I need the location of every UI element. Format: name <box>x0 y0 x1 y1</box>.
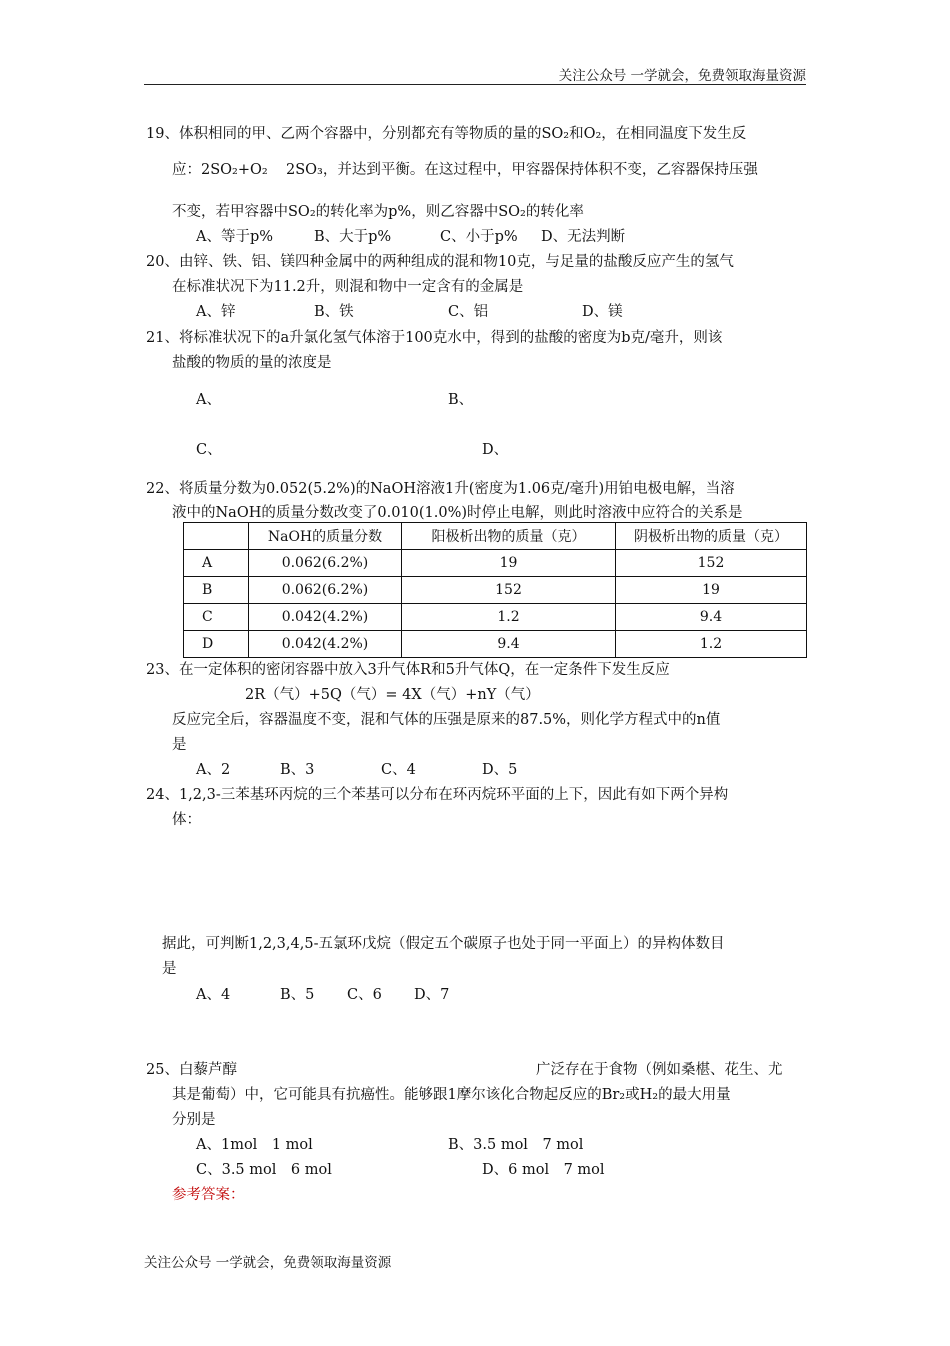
table-row <box>184 604 807 631</box>
page-header: 关注公众号 一学就会，免费领取海量资源 <box>558 68 806 84</box>
q20-line1: 20、由锌、铁、铝、镁四种金属中的两种组成的混和物10克，与足量的盐酸反应产生的氢气 <box>146 254 734 270</box>
q24-line1: 24、1,2,3-三苯基环丙烷的三个苯基可以分布在环丙烷环平面的上下，因此有如下两个异构 <box>146 787 729 803</box>
q19-line2a: 应：2SO₂+O₂ <box>172 162 268 178</box>
q25-option-b: B、3.5 mol 7 mol <box>448 1137 584 1153</box>
q19-line1: 19、体积相同的甲、乙两个容器中，分别都充有等物质的量的SO₂和O₂，在相同温度下发生反 <box>146 126 747 142</box>
q24-line2: 体： <box>172 812 201 828</box>
answers-label: 参考答案： <box>172 1187 245 1203</box>
page-footer: 关注公众号 一学就会，免费领取海量资源 <box>144 1255 392 1271</box>
table-cell: 152 <box>402 577 616 604</box>
table-cell: C <box>184 604 249 631</box>
q24-option-c: C、6 <box>347 987 382 1003</box>
table-cell: 19 <box>402 550 616 577</box>
table-cell: 0.062(6.2%) <box>249 577 402 604</box>
q20-option-b: B、铁 <box>314 304 354 320</box>
q24-option-a: A、4 <box>196 987 231 1003</box>
q21-option-d: D、 <box>482 442 509 458</box>
q20-option-c: C、铝 <box>448 304 489 320</box>
q23-equation: 2R（气）+5Q（气）= 4X（气）+nY（气） <box>245 687 540 703</box>
table-header-cell: 阳极析出物的质量（克） <box>402 523 616 550</box>
q23-option-d: D、5 <box>482 762 518 778</box>
q22-options-table <box>183 522 807 658</box>
q25-option-c: C、3.5 mol 6 mol <box>196 1162 332 1178</box>
table-cell: 0.042(4.2%) <box>249 631 402 658</box>
q24-option-b: B、5 <box>280 987 315 1003</box>
table-row <box>184 631 807 658</box>
q22-line1: 22、将质量分数为0.052(5.2%)的NaOH溶液1升(密度为1.06克/毫升)用铂电极电解，当溶 <box>146 481 735 497</box>
q20-line2: 在标准状况下为11.2升，则混和物中一定含有的金属是 <box>172 279 524 295</box>
table-cell: B <box>184 577 249 604</box>
q22-line2: 液中的NaOH的质量分数改变了0.010(1.0%)时停止电解，则此时溶液中应符合的关系是 <box>172 505 743 521</box>
q25-line3: 分别是 <box>172 1112 216 1128</box>
q19-option-c: C、小于p% <box>440 229 518 245</box>
q20-option-d: D、镁 <box>582 304 623 320</box>
q19-option-b: B、大于p% <box>314 229 392 245</box>
table-cell: D <box>184 631 249 658</box>
q23-line2: 反应完全后，容器温度不变，混和气体的压强是原来的87.5%，则化学方程式中的n值 <box>172 712 721 728</box>
table-cell: A <box>184 550 249 577</box>
q21-line2: 盐酸的物质的量的浓度是 <box>172 355 332 371</box>
q25-line1b: 广泛存在于食物（例如桑椹、花生、尤 <box>536 1062 783 1078</box>
table-cell: 0.062(6.2%) <box>249 550 402 577</box>
q23-option-c: C、4 <box>381 762 416 778</box>
q23-line3: 是 <box>172 737 187 753</box>
q24-option-d: D、7 <box>414 987 450 1003</box>
table-header-cell <box>184 523 249 550</box>
q25-option-a: A、1mol 1 mol <box>196 1137 313 1153</box>
table-cell: 0.042(4.2%) <box>249 604 402 631</box>
q23-line1: 23、在一定体积的密闭容器中放入3升气体R和5升气体Q，在一定条件下发生反应 <box>146 662 670 678</box>
table-cell: 152 <box>616 550 807 577</box>
header-rule <box>144 84 806 85</box>
table-cell: 1.2 <box>616 631 807 658</box>
q21-option-a: A、 <box>196 392 221 408</box>
q24-line3: 据此，可判断1,2,3,4,5-五氯环戊烷（假定五个碳原子也处于同一平面上）的异构体数目 <box>162 936 725 952</box>
table-cell: 19 <box>616 577 807 604</box>
q21-option-b: B、 <box>448 392 474 408</box>
q25-line2: 其是葡萄）中，它可能具有抗癌性。能够跟1摩尔该化合物起反应的Br₂或H₂的最大用量 <box>172 1087 731 1103</box>
table-row <box>184 550 807 577</box>
q19-option-d: D、无法判断 <box>541 229 626 245</box>
q19-line3: 不变，若甲容器中SO₂的转化率为p%，则乙容器中SO₂的转化率 <box>172 204 584 220</box>
table-cell: 9.4 <box>402 631 616 658</box>
table-header-cell: 阴极析出物的质量（克） <box>616 523 807 550</box>
q24-line4: 是 <box>162 961 177 977</box>
q23-option-b: B、3 <box>280 762 315 778</box>
table-cell: 1.2 <box>402 604 616 631</box>
q21-option-c: C、 <box>196 442 222 458</box>
q21-line1: 21、将标准状况下的a升氯化氢气体溶于100克水中，得到的盐酸的密度为b克/毫升，则该 <box>146 330 723 346</box>
q25-option-d: D、6 mol 7 mol <box>482 1162 605 1178</box>
q23-option-a: A、2 <box>196 762 231 778</box>
q20-option-a: A、锌 <box>196 304 236 320</box>
q25-line1a: 25、白藜芦醇 <box>146 1062 237 1078</box>
table-cell: 9.4 <box>616 604 807 631</box>
q19-line2b: 2SO₃，并达到平衡。在这过程中，甲容器保持体积不变，乙容器保持压强 <box>286 162 758 178</box>
table-header-cell: NaOH的质量分数 <box>249 523 402 550</box>
table-header-row <box>184 523 807 550</box>
q19-option-a: A、等于p% <box>196 229 274 245</box>
table-row <box>184 577 807 604</box>
